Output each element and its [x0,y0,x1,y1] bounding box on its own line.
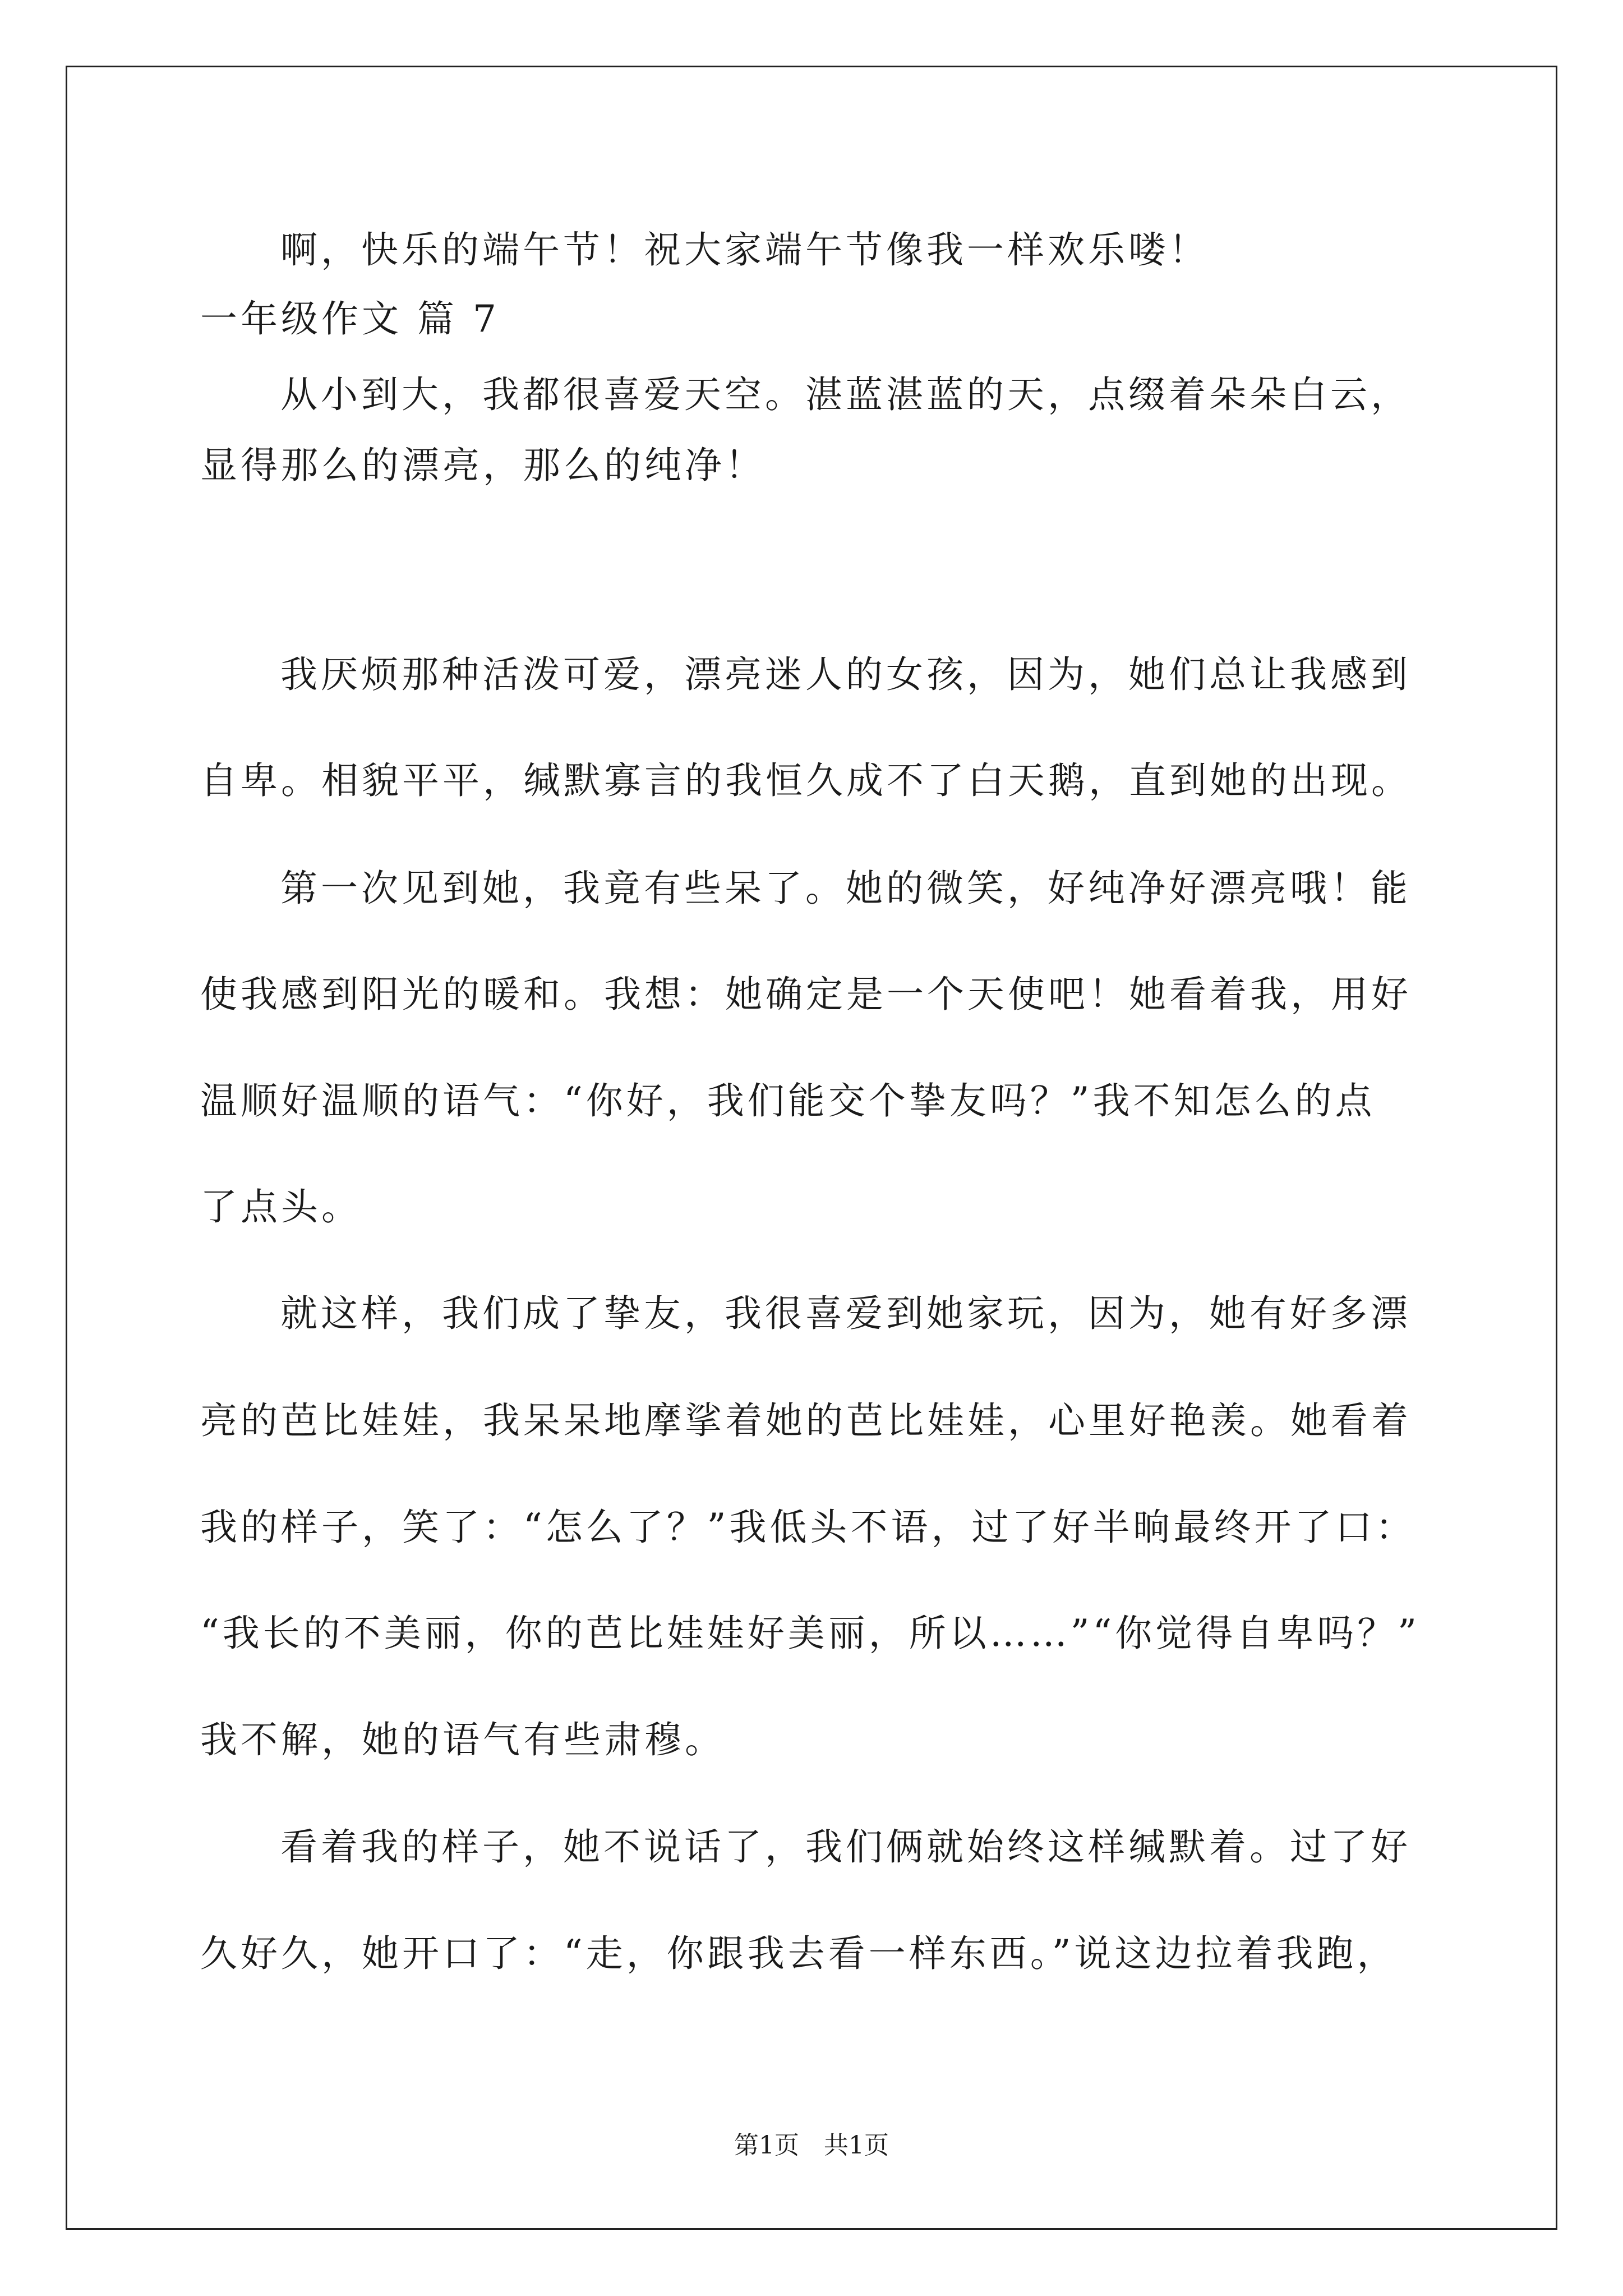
text-line: 第一次见到她，我竟有些呆了。她的微笑，好纯净好漂亮哦！能 [280,867,1411,910]
text-line: 温顺好温顺的语气：“你好，我们能交个挚友吗？”我不知怎么的点 [200,1079,1376,1122]
page-footer: 第1页 共1页 [734,2131,889,2160]
text-line: 使我感到阳光的暖和。我想：她确定是一个天使吧！她看着我，用好 [200,973,1412,1016]
text-line: 久好久，她开口了：“走，你跟我去看一样东西。”说这边拉着我跑， [200,1932,1398,1975]
text-line: 亮的芭比娃娃，我呆呆地摩挲着她的芭比娃娃，心里好艳羡。她看着 [200,1399,1412,1442]
text-line: 我不解，她的语气有些肃穆。 [200,1718,725,1761]
text-line: 显得那么的漂亮，那么的纯净！ [200,444,766,487]
text-line: 就这样，我们成了挚友，我很喜爱到她家玩，因为，她有好多漂 [280,1292,1411,1335]
text-line: 自卑。相貌平平，缄默寡言的我恒久成不了白天鹅，直到她的出现。 [200,759,1412,802]
text-line: “我长的不美丽，你的芭比娃娃好美丽，所以……”“你觉得自卑吗？” [200,1612,1420,1655]
text-line: 从小到大，我都很喜爱天空。湛蓝湛蓝的天，点缀着朵朵白云， [280,373,1411,416]
text-line: 啊，快乐的端午节！祝大家端午节像我一样欢乐喽！ [280,228,1209,272]
text-line: 了点头。 [200,1185,362,1228]
text-line: 我厌烦那种活泼可爱，漂亮迷人的女孩，因为，她们总让我感到 [280,653,1411,696]
section-heading: 一年级作文 篇 7 [200,297,500,341]
text-line: 看着我的样子，她不说话了，我们俩就始终这样缄默着。过了好 [280,1825,1411,1869]
text-line: 我的样子，笑了：“怎么了？”我低头不语，过了好半晌最终开了口： [200,1506,1416,1549]
